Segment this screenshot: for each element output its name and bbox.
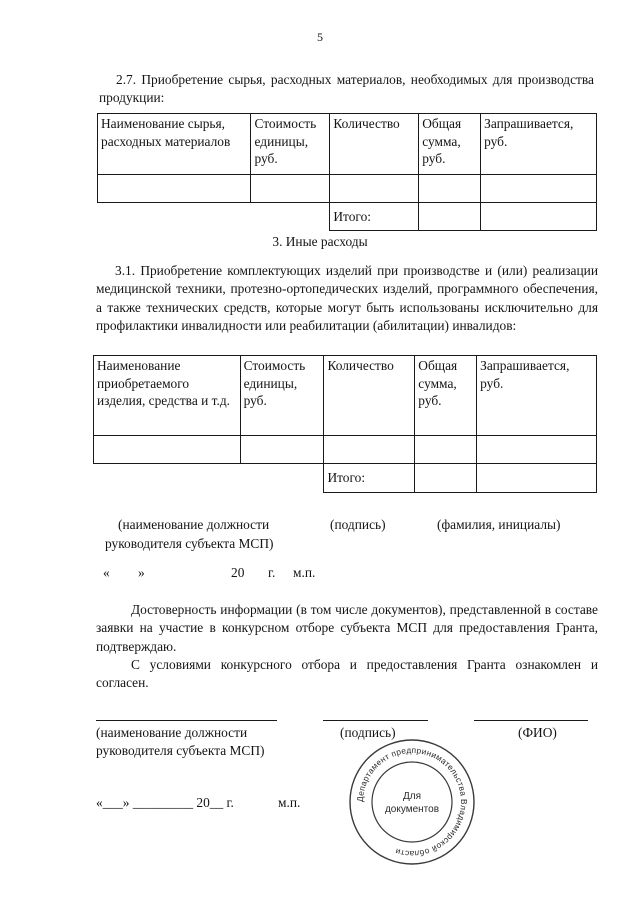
table-total-row bbox=[98, 203, 597, 231]
table-cell bbox=[477, 436, 597, 464]
section-3-1-text: 3.1. Приобретение комплектующих изделий при производстве и (или) реализации медицинской техники, протезно-ортопедических изделий, программного обеспечения, а также технических средств, которые могут быть использованы исключительно для профилактики инвалидности или реабилитации (абилитации) инвалидов: bbox=[96, 263, 598, 333]
header-cell: Общая сумма, руб. bbox=[419, 114, 481, 175]
header-cell: Наименование сырья, расходных материалов bbox=[98, 114, 251, 175]
position-line bbox=[96, 720, 277, 721]
date-year-suffix: г. bbox=[268, 565, 276, 580]
header-cell: Запрашивается, руб. bbox=[481, 114, 597, 175]
header-cell: Количество bbox=[330, 114, 419, 175]
stamp-inner-ring bbox=[372, 762, 452, 842]
table-cell bbox=[415, 464, 477, 493]
total-label: Итого: bbox=[330, 203, 419, 231]
position-caption-line1: (наименование должности bbox=[96, 725, 248, 740]
table-cell bbox=[251, 175, 330, 203]
table-cell bbox=[324, 436, 415, 464]
header-cell: Количество bbox=[324, 356, 415, 436]
official-stamp bbox=[347, 737, 477, 867]
declaration-paragraph-2: С условиями конкурсного отбора и предоставления Гранта ознакомлен и согласен. bbox=[96, 657, 598, 691]
seal-placeholder: м.п. bbox=[293, 565, 316, 580]
table-cell bbox=[240, 436, 324, 464]
table-cell bbox=[330, 175, 419, 203]
header-cell: Наименование приобретаемого изделия, средства и т.д. bbox=[94, 356, 241, 436]
page-number: 5 bbox=[317, 30, 323, 44]
declaration-paragraph-1: Достоверность информации (в том числе документов), представленной в составе заявки на участие в конкурсном отборе субъекта МСП для предоставления Гранта, подтверждаю. bbox=[96, 602, 598, 654]
header-cell: Общая сумма, руб. bbox=[415, 356, 477, 436]
table-cell bbox=[98, 175, 251, 203]
materials-table bbox=[97, 113, 597, 231]
section-3-title: 3. Иные расходы bbox=[272, 234, 368, 249]
date-line: «___» _________ 20__ г. bbox=[96, 795, 234, 810]
total-label: Итого: bbox=[324, 464, 415, 493]
seal-placeholder: м.п. bbox=[278, 795, 301, 810]
table-cell bbox=[419, 203, 481, 231]
name-line bbox=[474, 720, 588, 721]
header-cell: Стоимость единицы, руб. bbox=[251, 114, 330, 175]
table-cell bbox=[481, 203, 597, 231]
section-2-7-text: 2.7. Приобретение сырья, расходных материалов, необходимых для производства продукции: bbox=[99, 72, 594, 106]
signature-caption: (подпись) bbox=[340, 725, 396, 740]
table-cell bbox=[415, 436, 477, 464]
table-cell bbox=[481, 175, 597, 203]
header-cell: Стоимость единицы, руб. bbox=[240, 356, 324, 436]
position-caption-line1: (наименование должности bbox=[118, 517, 270, 532]
table-row bbox=[98, 175, 597, 203]
table-cell bbox=[419, 175, 481, 203]
position-caption-line2: руководителя субъекта МСП) bbox=[105, 536, 274, 551]
position-caption-line2: руководителя субъекта МСП) bbox=[96, 743, 265, 758]
name-caption: (ФИО) bbox=[518, 725, 557, 740]
signature-line bbox=[323, 720, 428, 721]
table-row bbox=[94, 436, 597, 464]
table-cell bbox=[477, 464, 597, 493]
table-cell bbox=[94, 436, 241, 464]
table-header-row bbox=[94, 356, 597, 436]
date-close-quote: » bbox=[138, 565, 145, 580]
table-header-row bbox=[98, 114, 597, 175]
table-total-row bbox=[94, 464, 597, 493]
name-caption: (фамилия, инициалы) bbox=[437, 517, 561, 532]
signature-caption: (подпись) bbox=[330, 517, 386, 532]
date-year: 20 bbox=[231, 565, 245, 580]
stamp-ring-text: Департамент предпринимательства Владимирской области bbox=[354, 744, 470, 860]
components-table bbox=[93, 355, 597, 493]
stamp-center-line2: документов bbox=[384, 804, 440, 815]
stamp-outer-ring bbox=[350, 740, 474, 864]
stamp-center-line1: Для bbox=[402, 791, 422, 802]
header-cell: Запрашивается, руб. bbox=[477, 356, 597, 436]
date-open-quote: « bbox=[103, 565, 110, 580]
